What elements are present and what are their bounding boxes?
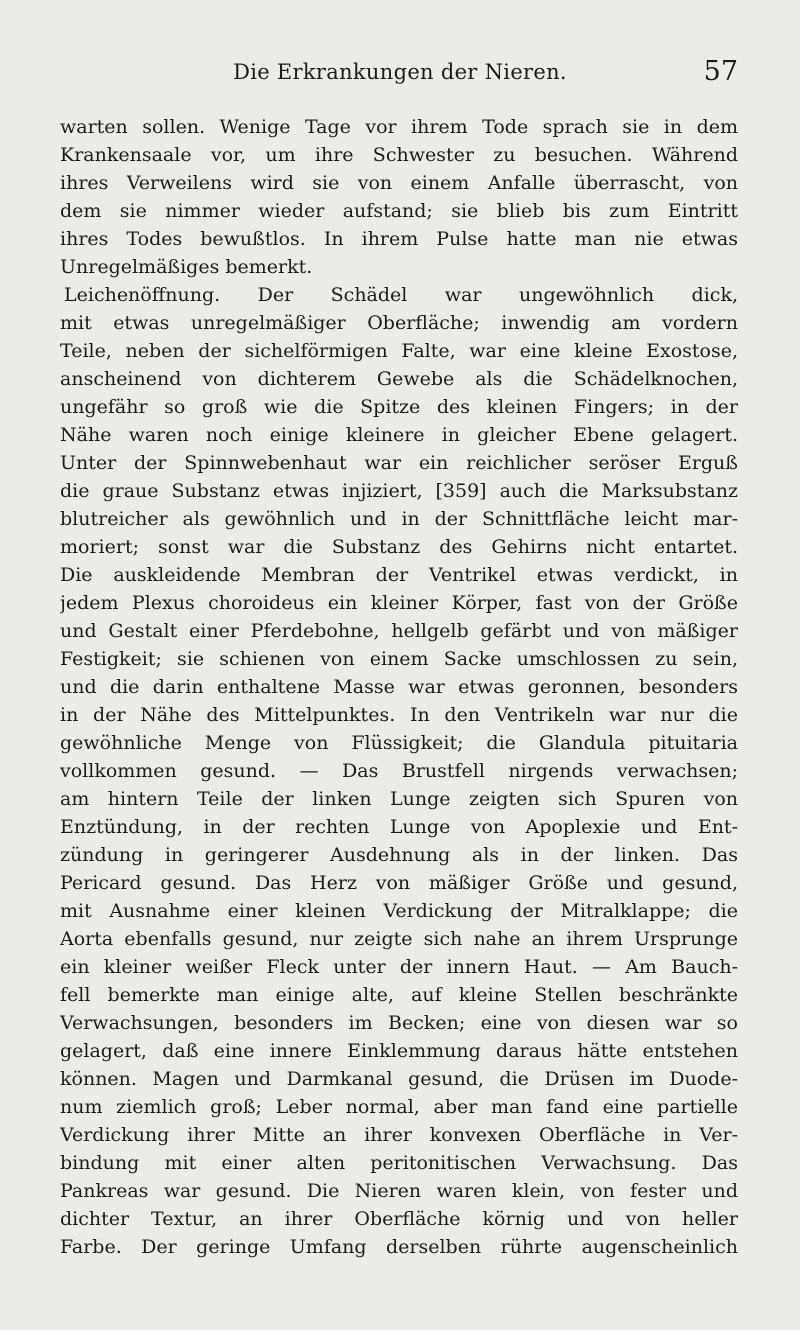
section-start-line: Leichenöffnung. Der Schädel war ungewöhnlich dick, xyxy=(64,284,738,306)
text-line: die graue Substanz etwas injiziert, [359] auch die Marksubstanz xyxy=(60,480,738,502)
text-line: gewöhnliche Menge von Flüssigkeit; die Glandula pituitaria xyxy=(60,732,738,754)
text-line: dem sie nimmer wieder aufstand; sie blieb bis zum Eintritt xyxy=(60,200,738,222)
text-line: Pericard gesund. Das Herz von mäßiger Größe und gesund, xyxy=(60,872,738,894)
text-line: jedem Plexus choroideus ein kleiner Körper, fast von der Größe xyxy=(60,592,738,614)
text-line: vollkommen gesund. — Das Brustfell nirgends verwachsen; xyxy=(60,760,738,782)
text-line: ihres Todes bewußtlos. In ihrem Pulse hatte man nie etwas xyxy=(60,228,738,250)
text-line: mit Ausnahme einer kleinen Verdickung der Mitralklappe; die xyxy=(60,900,738,922)
text-line: können. Magen und Darmkanal gesund, die Drüsen im Duode- xyxy=(60,1068,738,1090)
text-line: und die darin enthaltene Masse war etwas geronnen, besonders xyxy=(60,676,738,698)
text-line: Enztündung, in der rechten Lunge von Apoplexie und Ent- xyxy=(60,816,738,838)
text-line: Nähe waren noch einige kleinere in gleicher Ebene gelagert. xyxy=(60,424,738,446)
text-line: fell bemerkte man einige alte, auf kleine Stellen beschränkte xyxy=(60,984,738,1006)
text-line: Farbe. Der geringe Umfang derselben rührte augenscheinlich xyxy=(60,1236,738,1258)
text-line: Verwachsungen, besonders im Becken; eine von diesen war so xyxy=(60,1012,738,1034)
text-line: ungefähr so groß wie die Spitze des kleinen Fingers; in der xyxy=(60,396,738,418)
text-line: Teile, neben der sichelförmigen Falte, war eine kleine Exostose, xyxy=(60,340,738,362)
text-line: zündung in geringerer Ausdehnung als in der linken. Das xyxy=(60,844,738,866)
text-line: Aorta ebenfalls gesund, nur zeigte sich nahe an ihrem Ursprunge xyxy=(60,928,738,950)
text-line: warten sollen. Wenige Tage vor ihrem Tode sprach sie in dem xyxy=(60,116,738,138)
page-header xyxy=(60,56,740,100)
text-line: gelagert, daß eine innere Einklemmung daraus hätte entstehen xyxy=(60,1040,738,1062)
text-line: dichter Textur, an ihrer Oberfläche körnig und von heller xyxy=(60,1208,738,1230)
text-line: Unregelmäßiges bemerkt. xyxy=(60,256,313,278)
text-line: mit etwas unregelmäßiger Oberfläche; inwendig am vordern xyxy=(60,312,738,334)
text-line: Pankreas war gesund. Die Nieren waren klein, von fester und xyxy=(60,1180,738,1202)
text-line: anscheinend von dichterem Gewebe als die Schädelknochen, xyxy=(60,368,738,390)
text-line: bindung mit einer alten peritonitischen Verwachsung. Das xyxy=(60,1152,738,1174)
text-line: Festigkeit; sie schienen von einem Sacke umschlossen zu sein, xyxy=(60,648,738,670)
body-text xyxy=(60,113,738,1261)
text-line: Verdickung ihrer Mitte an ihrer konvexen Oberfläche in Ver- xyxy=(60,1124,738,1146)
text-line: ein kleiner weißer Fleck unter der innern Haut. — Am Bauch- xyxy=(60,956,738,978)
text-line: in der Nähe des Mittelpunktes. In den Ventrikeln war nur die xyxy=(60,704,738,726)
text-line: blutreicher als gewöhnlich und in der Schnittfläche leicht mar- xyxy=(60,508,738,530)
text-line: moriert; sonst war die Substanz des Gehirns nicht entartet. xyxy=(60,536,738,558)
running-title: Die Erkrankungen der Nieren. xyxy=(233,60,567,84)
page-number: 57 xyxy=(703,56,738,87)
text-line: num ziemlich groß; Leber normal, aber man fand eine partielle xyxy=(60,1096,738,1118)
text-line: ihres Verweilens wird sie von einem Anfalle überrascht, von xyxy=(60,172,738,194)
text-line: Krankensaale vor, um ihre Schwester zu besuchen. Während xyxy=(60,144,738,166)
text-line: Unter der Spinnwebenhaut war ein reichlicher seröser Erguß xyxy=(60,452,738,474)
text-line: am hintern Teile der linken Lunge zeigten sich Spuren von xyxy=(60,788,738,810)
text-line: und Gestalt einer Pferdebohne, hellgelb gefärbt und von mäßiger xyxy=(60,620,738,642)
text-line: Die auskleidende Membran der Ventrikel etwas verdickt, in xyxy=(60,564,738,586)
